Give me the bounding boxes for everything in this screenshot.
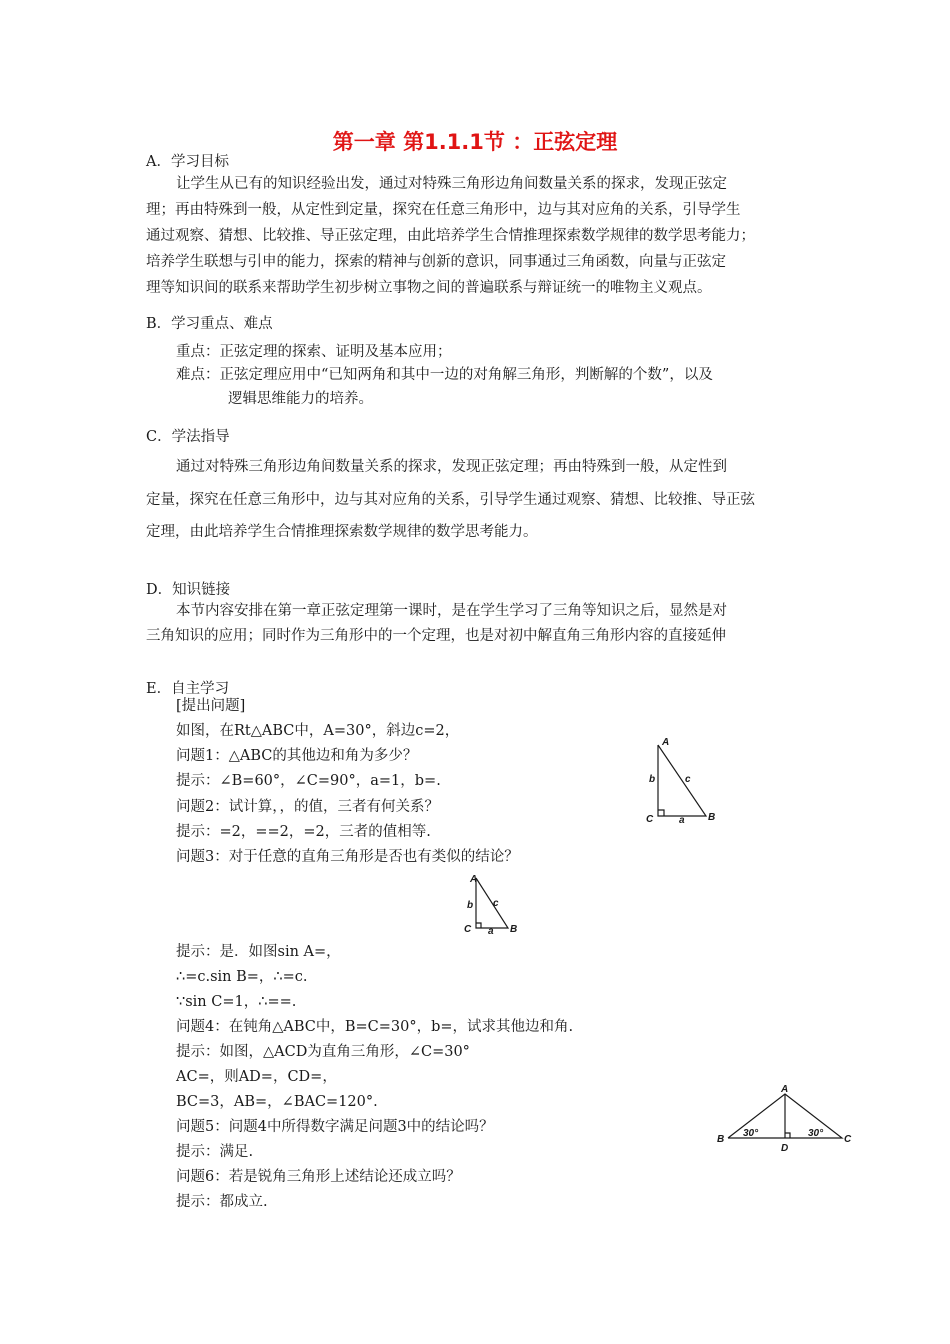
- vertex-label-a: A: [662, 737, 670, 748]
- vertex-label-b: B: [708, 812, 716, 823]
- section-d-heading: D．知识链接: [146, 582, 231, 598]
- vertex-label-c: C: [646, 814, 654, 825]
- section-b-line: 逻辑思维能力的培养。: [228, 391, 373, 407]
- section-d-line: 本节内容安排在第一章正弦定理第一课时，是在学生学习了三角等知识之后，显然是对: [176, 603, 727, 619]
- angle-label-b: 30°: [743, 1128, 759, 1139]
- section-e-line: ∴=c.sin B=，∴=c.: [176, 969, 308, 985]
- side-label-b: b: [467, 900, 474, 911]
- section-e-line: 提示：如图，△ACD为直角三角形，∠C=30°: [176, 1044, 470, 1060]
- vertex-label-a: A: [470, 874, 478, 885]
- right-angle-mark: [785, 1133, 790, 1138]
- triangle-edges: [476, 878, 508, 928]
- angle-label-c: 30°: [808, 1128, 824, 1139]
- section-e-line: 问题1：△ABC的其他边和角为多少？: [176, 748, 418, 764]
- section-c-line: 定理，由此培养学生合情推理探索数学规律的数学思考能力。: [146, 524, 538, 540]
- side-label-a: a: [679, 815, 685, 826]
- vertex-label-c: C: [844, 1134, 852, 1145]
- side-label-c: c: [493, 898, 499, 909]
- section-e-line: 提示：都成立.: [176, 1194, 268, 1210]
- vertex-label-c: C: [464, 924, 472, 935]
- side-label-c: c: [685, 774, 691, 785]
- figure-right-triangle-1: [640, 730, 730, 830]
- section-e-line: 问题4：在钝角△ABC中，B=C=30°，b=，试求其他边和角.: [176, 1019, 574, 1035]
- section-c-line: 通过对特殊三角形边角间数量关系的探求，发现正弦定理；再由特殊到一般，从定性到: [176, 459, 727, 475]
- section-a-line: 通过观察、猜想、比较推、导正弦定理，由此培养学生合情推理探索数学规律的数学思考能力；: [146, 228, 755, 244]
- section-e-line: AC=，则AD=，CD=，: [176, 1069, 337, 1085]
- point-label-d: D: [781, 1143, 789, 1154]
- section-b-line: 难点：正弦定理应用中“已知两角和其中一边的对角解三角形，判断解的个数”，以及: [176, 367, 713, 383]
- section-e-line: ∵sin C=1，∴==.: [176, 994, 297, 1010]
- right-angle-mark: [476, 923, 481, 928]
- side-label-a: a: [488, 926, 494, 937]
- page-title: 第一章 第1.1.1节 ：正弦定理: [332, 130, 618, 154]
- section-a-line: 培养学生联想与引申的能力，探索的精神与创新的意识，同事通过三角函数，向量与正弦定: [146, 254, 726, 270]
- section-e-line: 提示：=2，==2，=2，三者的值相等.: [176, 824, 431, 840]
- vertex-label-b: B: [717, 1134, 725, 1145]
- right-angle-mark: [658, 810, 664, 816]
- section-e-line: 提示：∠B=60°，∠C=90°，a=1，b=.: [176, 773, 441, 789]
- vertex-label-a: A: [781, 1084, 789, 1095]
- section-a-line: 理；再由特殊到一般，从定性到定量，探究在任意三角形中，边与其对应角的关系，引导学生: [146, 202, 741, 218]
- section-e-line: 问题3：对于任意的直角三角形是否也有类似的结论？: [176, 849, 519, 865]
- section-e-line: 如图，在Rt△ABC中，A=30°，斜边c=2，: [176, 723, 460, 739]
- section-e-line: 提示：是．如图sin A=，: [176, 944, 341, 960]
- figure-obtuse-triangle: [710, 1080, 860, 1155]
- triangle-edges: [658, 745, 706, 816]
- section-c-heading: C．学法指导: [146, 429, 230, 445]
- section-e-line: 问题2：试计算，，的值，三者有何关系？: [176, 799, 439, 815]
- section-a-heading: A．学习目标: [146, 154, 229, 170]
- figure-right-triangle-2: [458, 868, 528, 940]
- section-e-line: 问题5：问题4中所得数字满足问题3中的结论吗？: [176, 1119, 494, 1135]
- side-label-b: b: [649, 774, 656, 785]
- section-c-line: 定量，探究在任意三角形中，边与其对应角的关系，引导学生通过观察、猜想、比较推、导正弦: [146, 492, 755, 508]
- section-e-heading: E．自主学习: [146, 681, 230, 697]
- section-d-line: 三角知识的应用；同时作为三角形中的一个定理，也是对初中解直角三角形内容的直接延伸: [146, 628, 726, 644]
- vertex-label-b: B: [510, 924, 518, 935]
- section-e-line: 提示：满足.: [176, 1144, 254, 1160]
- section-e-line: [提出问题]: [176, 698, 246, 714]
- section-e-line: BC=3，AB=，∠BAC=120°.: [176, 1094, 378, 1110]
- section-e-line: 问题6：若是锐角三角形上述结论还成立吗？: [176, 1169, 461, 1185]
- section-a-line: 理等知识间的联系来帮助学生初步树立事物之间的普遍联系与辩证统一的唯物主义观点。: [146, 280, 712, 296]
- section-b-heading: B．学习重点、难点: [146, 316, 273, 332]
- section-b-line: 重点：正弦定理的探索、证明及基本应用；: [176, 344, 452, 360]
- section-a-line: 让学生从已有的知识经验出发，通过对特殊三角形边角间数量关系的探求，发现正弦定: [176, 176, 727, 192]
